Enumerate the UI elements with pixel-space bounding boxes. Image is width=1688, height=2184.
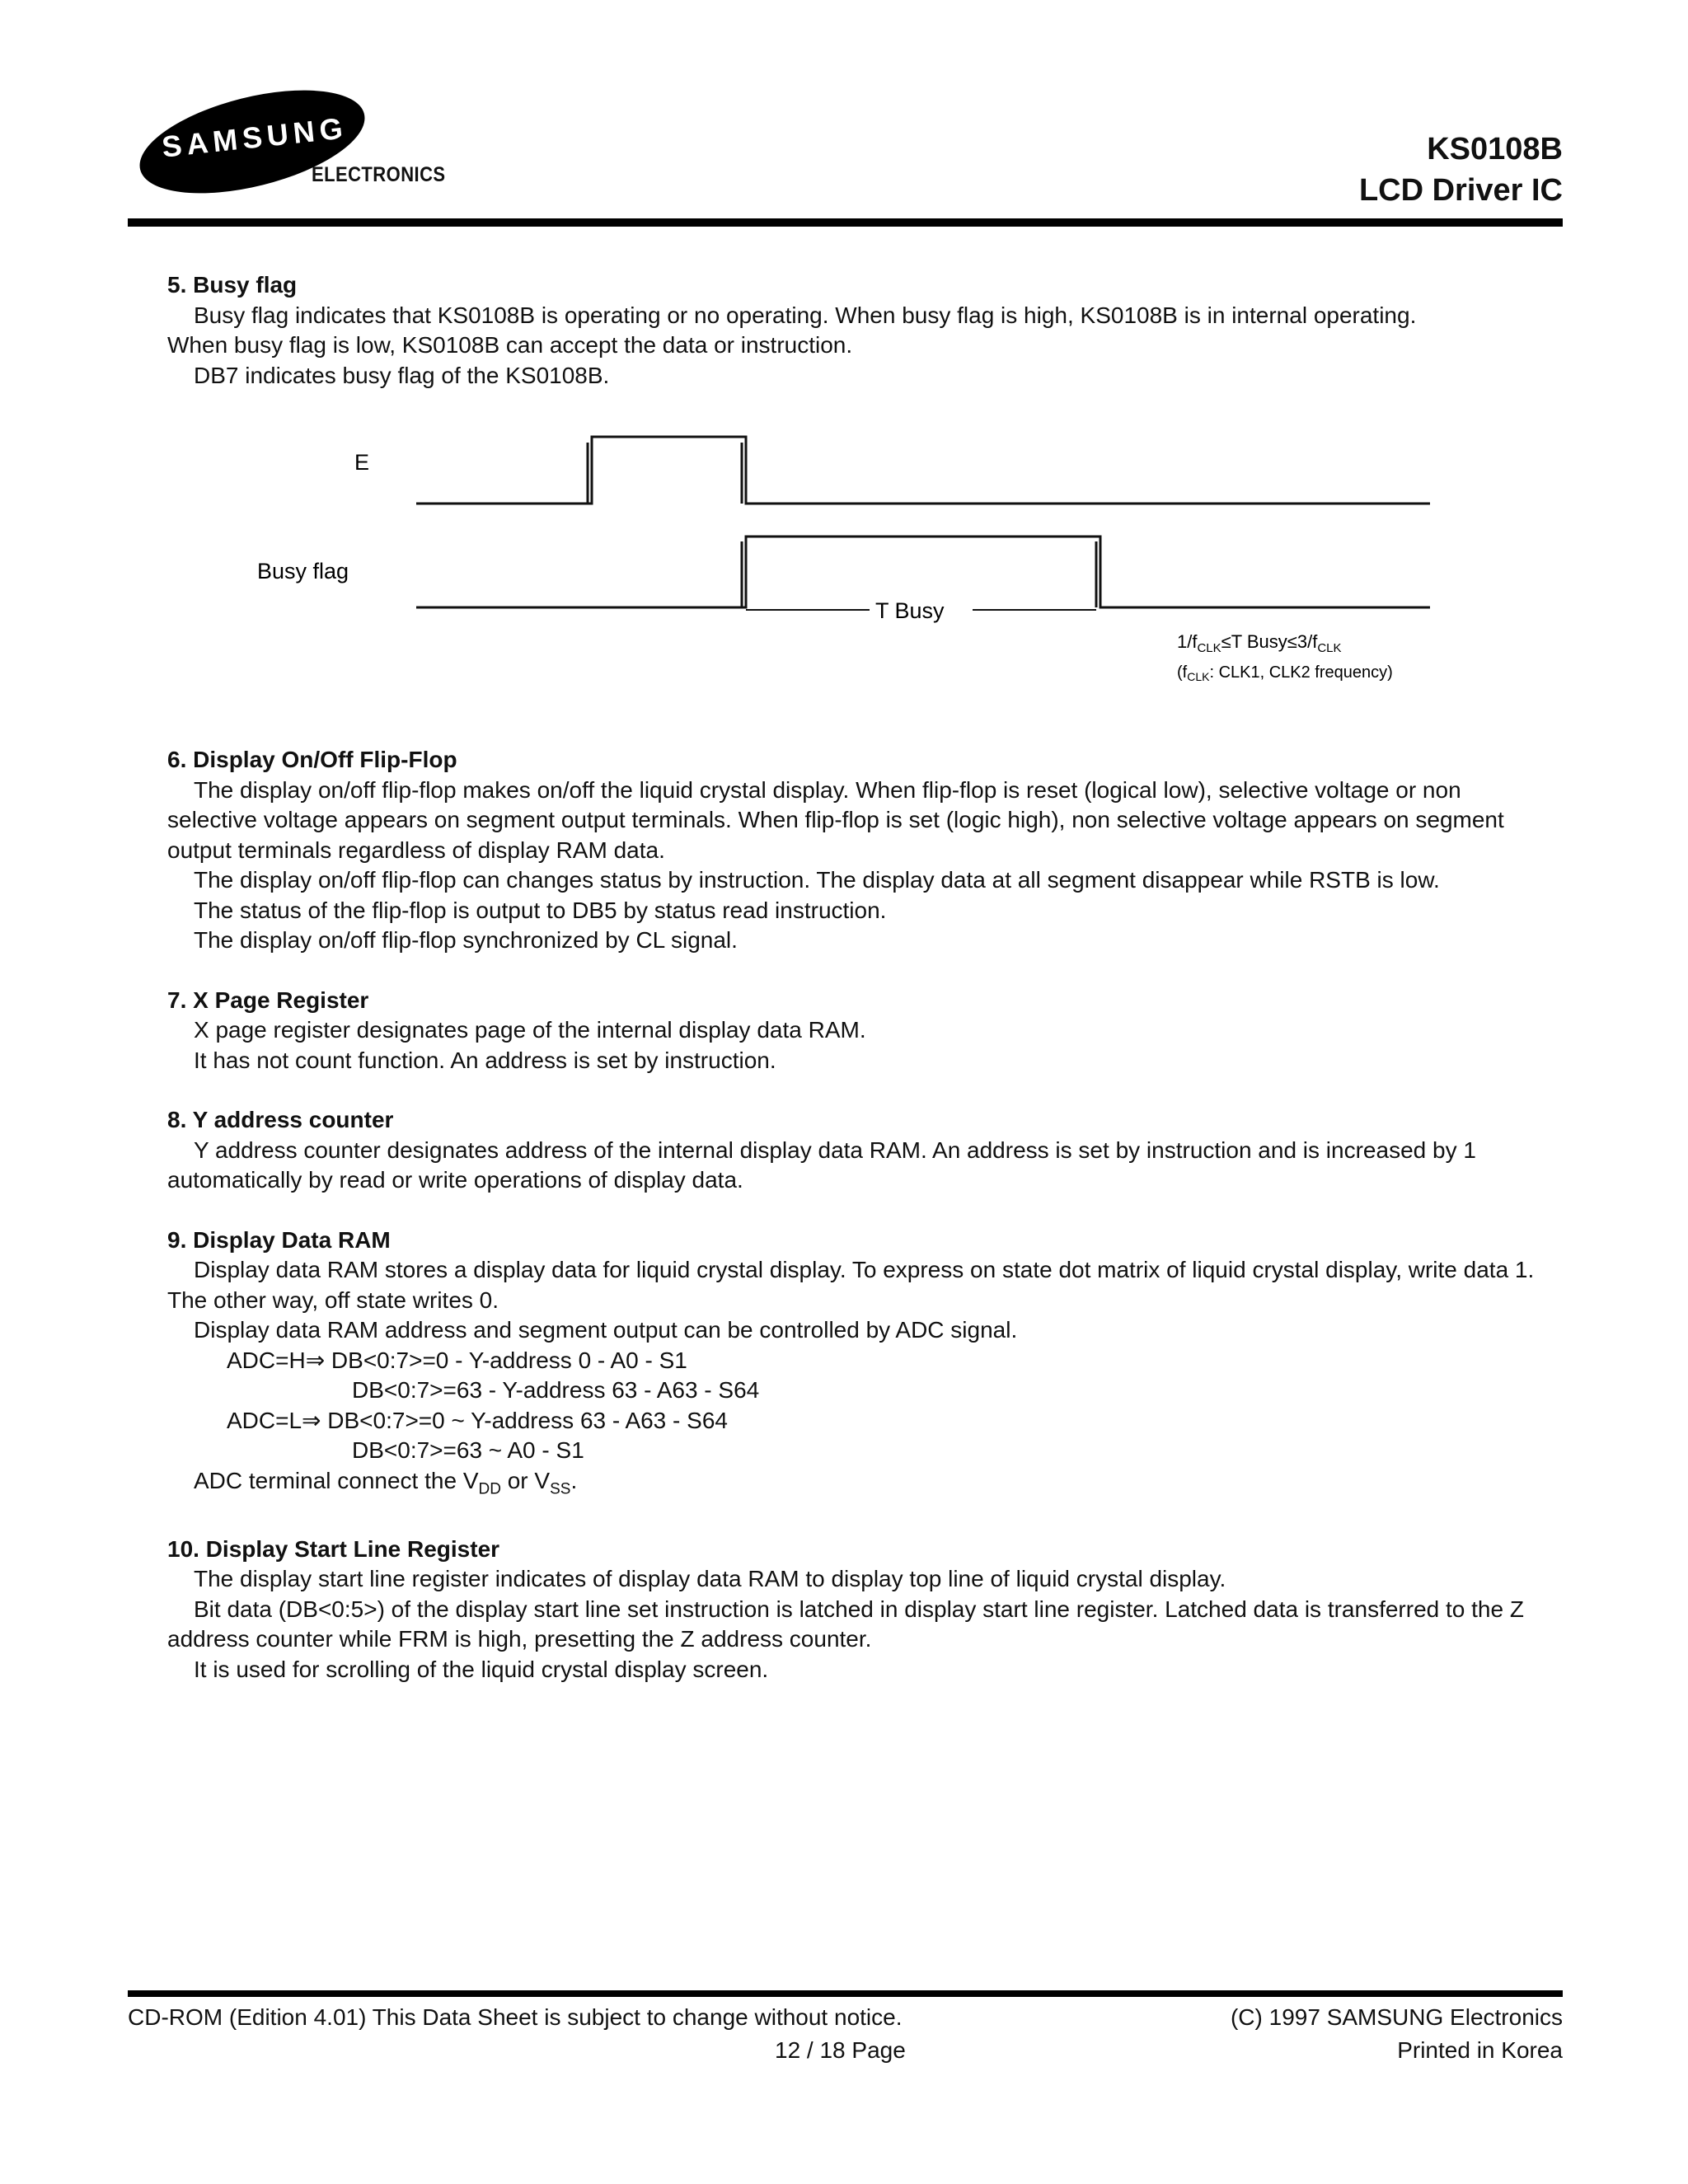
footer-notice: CD-ROM (Edition 4.01) This Data Sheet is subject to change without notice. [128,2004,903,2030]
paragraph: Y address counter designates address of the internal display data RAM. An address is set by instruction and is increased by 1 automatically by read or write operations of display data. [167,1137,1476,1193]
timing-condition: $1/f_{CLK}\le T$ $Busy\le 3/f_{CLK}$ [1177,631,1342,655]
busy-flag-waveform [416,537,1430,607]
section-9-heading: 9. Display Data RAM [167,1226,391,1253]
paragraph: The display start line register indicates of display data RAM to display top line of liquid crystal display. [194,1566,1226,1592]
adc-l-line-2: DB<0:7>=63 ~ A0 - S1 [352,1437,584,1463]
adc-l-line-1: ADC=L⇒ DB<0:7>=0 ~ Y-address 63 - A63 - S64 [227,1407,728,1433]
paragraph: Display data RAM address and segment output can be controlled by ADC signal. [194,1317,1018,1343]
part-number: KS0108B [1427,132,1563,166]
logo-sub: ELECTRONICS [312,163,446,186]
paragraph: Busy flag indicates that KS0108B is operating or no operating. When busy flag is high, KS0108B is in internal operating. [194,302,1417,328]
adc-h-line-1: ADC=H⇒ DB<0:7>=0 - Y-address 0 - A0 - S1 [227,1347,687,1373]
paragraph: The display on/off flip-flop makes on/off the liquid crystal display. When flip-flop is reset (logical low), selective voltage or non selective voltage appears on segment output terminals. When flip-flop is set (logic high), non selective voltage appears on segment output terminals regardless of display RAM data. [167,776,1504,863]
footer-copyright: (C) 1997 SAMSUNG Electronics [1230,2004,1563,2030]
samsung-logo [132,91,495,198]
paragraph: DB7 indicates busy flag of the KS0108B. [194,362,610,388]
paragraph: X page register designates page of the internal display data RAM. [194,1017,866,1043]
page-content [167,270,1552,1685]
paragraph: The display on/off flip-flop can changes status by instruction. The display data at all segment disappear while RSTB is low. [194,867,1440,893]
doc-title [1359,129,1563,211]
section-10-heading: 10. Display Start Line Register [167,1535,500,1562]
footer-printed: Printed in Korea [1397,2037,1563,2063]
footer-rule [128,1990,1563,1997]
adc-terminal-note: ADC terminal connect the $V_{DD}$ or $V_{SS}$. [194,1467,578,1498]
busy-flag-timing-diagram [167,391,1552,745]
timing-svg [0,391,1688,745]
section-6-heading: 6. Display On/Off Flip-Flop [167,747,457,772]
label-t-busy: T Busy [875,598,945,623]
label-e: E [354,450,370,475]
footer-page-number: 12 / 18 Page [775,2037,906,2063]
e-signal-waveform [416,437,1430,504]
paragraph: Bit data (DB<0:5>) of the display start line set instruction is latched in display start line register. Latched data is transferred to the Z address counter while FRM is high, presetting the Z address counter. [167,1596,1524,1652]
paragraph: When busy flag is low, KS0108B can accept the data or instruction. [167,332,853,358]
logo-brand: SAMSUNG [160,110,349,164]
clock-frequency-note: ($f_{CLK}$: CLK1, CLK2 frequency) [1177,663,1393,683]
paragraph: It has not count function. An address is set by instruction. [194,1047,776,1073]
adc-h-line-2: DB<0:7>=63 - Y-address 63 - A63 - S64 [352,1377,760,1403]
paragraph: Display data RAM stores a display data for liquid crystal display. To express on state dot matrix of liquid crystal display, write data 1. The other way, off state writes 0. [167,1257,1535,1313]
section-7-heading: 7. X Page Register [167,987,369,1013]
section-5-heading: 5. Busy flag [167,272,298,298]
paragraph: The status of the flip-flop is output to DB5 by status read instruction. [194,897,887,923]
doc-subtitle: LCD Driver IC [1358,173,1563,208]
section-8-heading: 8. Y address counter [167,1107,394,1132]
header-rule [128,218,1563,227]
label-busy-flag: Busy flag [257,559,349,583]
paragraph: The display on/off flip-flop synchronized by CL signal. [194,927,738,953]
paragraph: It is used for scrolling of the liquid crystal display screen. [194,1656,769,1682]
